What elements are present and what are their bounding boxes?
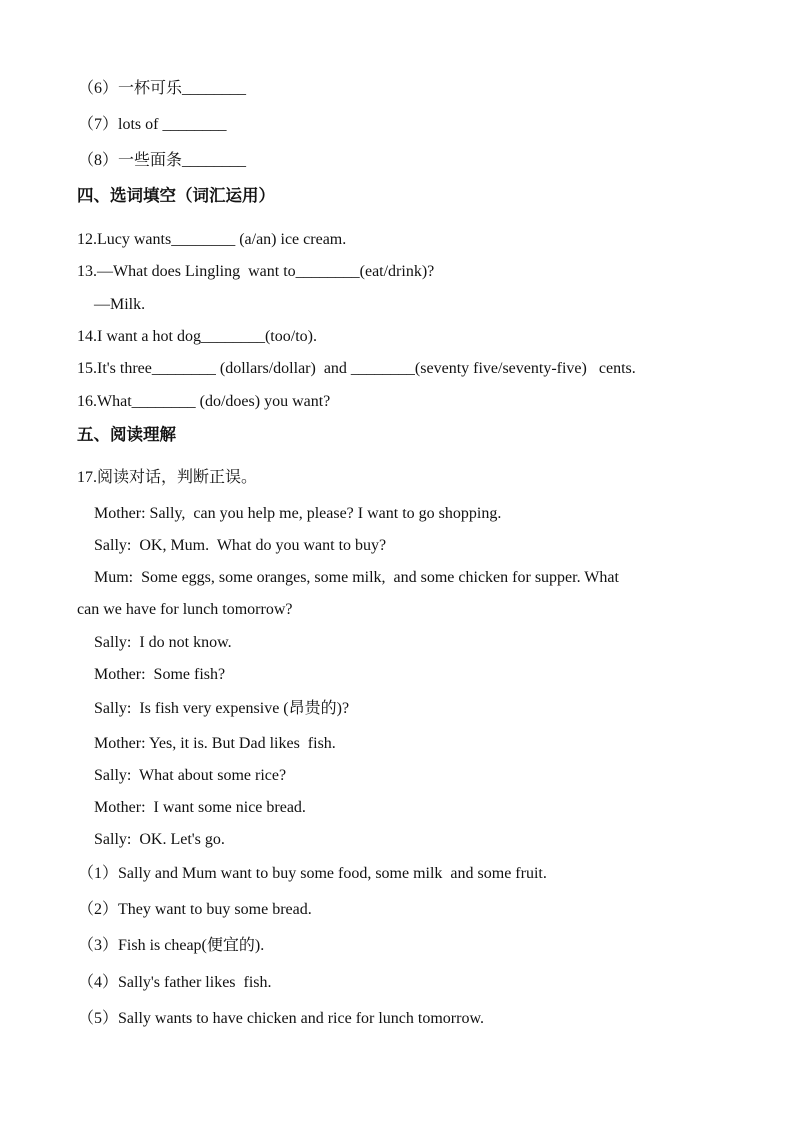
statement-2: （2）They want to buy some bread. (78, 901, 312, 918)
question-14: 14.I want a hot dog________(too/to). (77, 328, 317, 345)
question-17-intro: 17.阅读对话，判断正误。 (77, 469, 258, 486)
part3-item-8: （8）一些面条________ (78, 152, 247, 169)
dialogue-line-8: Sally: What about some rice? (94, 767, 287, 784)
statement-3: （3）Fish is cheap(便宜的). (78, 937, 265, 954)
part3-item-6: （6）一杯可乐________ (78, 80, 247, 97)
question-15: 15.It's three________ (dollars/dollar) and ________(seventy five/seventy-five) cents. (77, 360, 636, 377)
dialogue-line-1: Mother: Sally, can you help me, please? I want to go shopping. (94, 505, 502, 522)
dialogue-line-2: Sally: OK, Mum. What do you want to buy? (94, 537, 387, 554)
dialogue-line-7: Mother: Yes, it is. But Dad likes fish. (94, 735, 336, 752)
section-heading-4: 四、选词填空（词汇运用） (77, 186, 275, 205)
part3-item-7: （7）lots of ________ (78, 116, 227, 133)
dialogue-line-9: Mother: I want some nice bread. (94, 799, 306, 816)
statement-5: （5）Sally wants to have chicken and rice for lunch tomorrow. (78, 1010, 484, 1027)
dialogue-line-4: Sally: I do not know. (94, 634, 232, 651)
dialogue-line-10: Sally: OK. Let's go. (94, 831, 225, 848)
question-16: 16.What________ (do/does) you want? (77, 393, 331, 410)
question-12: 12.Lucy wants________ (a/an) ice cream. (77, 231, 347, 248)
dialogue-line-3-cont: can we have for lunch tomorrow? (77, 601, 293, 618)
dialogue-line-5: Mother: Some fish? (94, 666, 226, 683)
dialogue-line-6: Sally: Is fish very expensive (昂贵的)? (94, 700, 350, 717)
section-heading-5: 五、阅读理解 (77, 425, 176, 444)
dialogue-line-3: Mum: Some eggs, some oranges, some milk, and some chicken for supper. What (94, 569, 619, 586)
statement-4: （4）Sally's father likes fish. (78, 974, 272, 991)
question-13: 13.—What does Lingling want to________(eat/drink)? (77, 263, 435, 280)
question-13-answer: —Milk. (94, 296, 146, 313)
statement-1: （1）Sally and Mum want to buy some food, some milk and some fruit. (78, 865, 547, 882)
